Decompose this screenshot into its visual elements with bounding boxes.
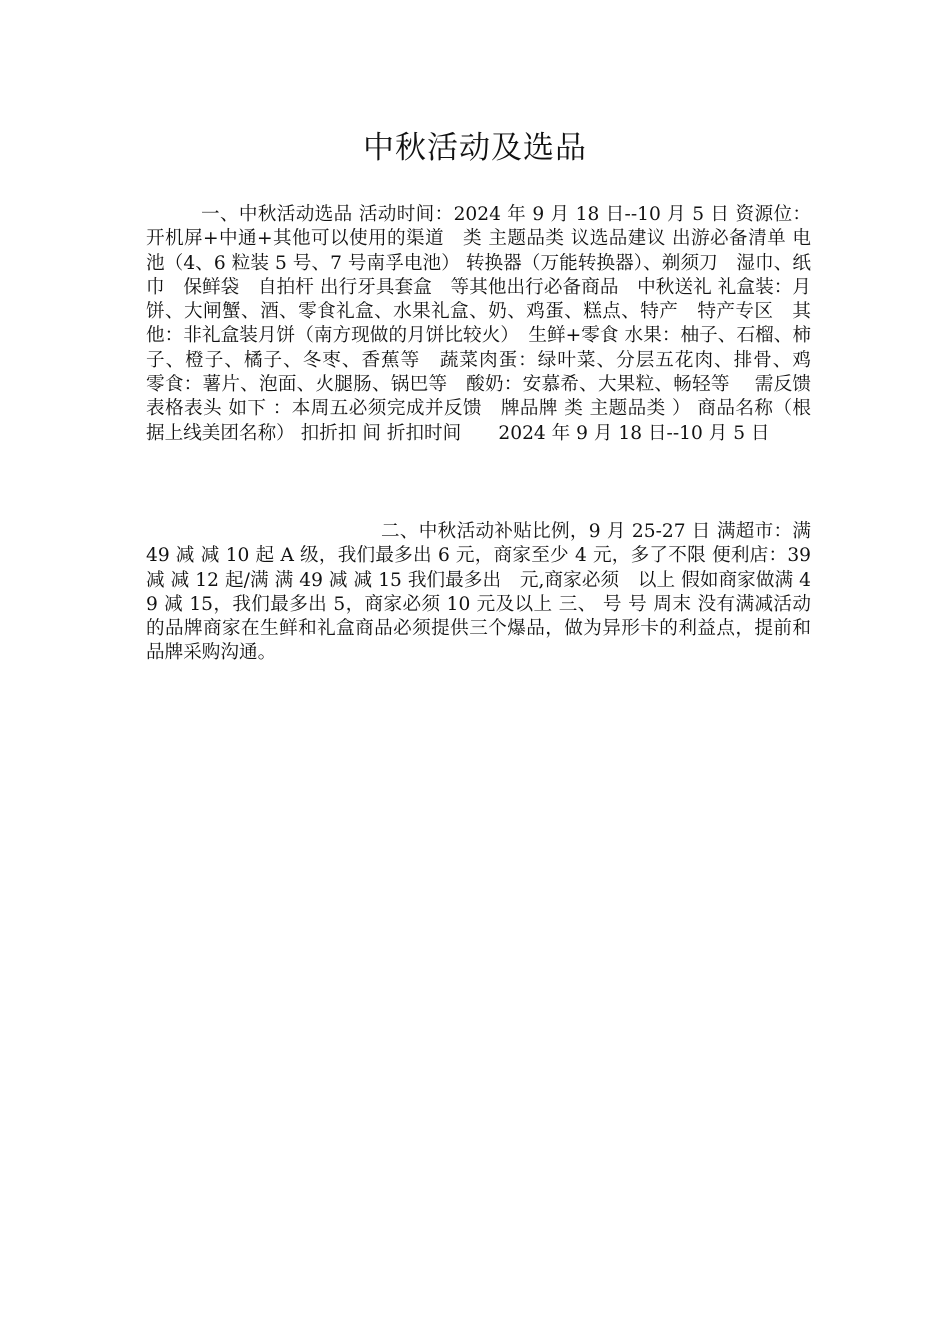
section-2-paragraph: 二、中秋活动补贴比例，9 月 25-27 日 满超市：满 49 减 减 10 起 A 级，我们最多出 6 元，商家至少 4 元，多了不限 便利店：39 减 减 12 起/满 满 49 减 减 15 我们最多出 元,商家必须 以上 假如商家做满 49 减 15，我们最多出 5，商家必须 10 元及以上 三、 号 号 周末 没有满减活动的品牌商家在生鲜和礼盒商品必须提供三个爆品，做为异形卡的利益点，提前和品牌采购沟通。: [146, 521, 811, 664]
section-1-paragraph: 一、中秋活动选品 活动时间：2024 年 9 月 18 日--10 月 5 日 资源位：开机屏+中通+其他可以使用的渠道 类 主题品类 议选品建议 出游必备清单 电池（4、6 粒装 5 号、7 号南孚电池） 转换器（万能转换器）、剃须刀 湿巾、纸巾 保鲜袋 自拍杆 出行牙具套盒 等其他出行必备商品 中秋送礼 礼盒装：月饼、大闸蟹、酒、零食礼盒、水果礼盒、奶、鸡蛋、糕点、特产 特产专区 其他：非礼盒装月饼（南方现做的月饼比较火） 生鲜+零食 水果：柚子、石榴、柿子、橙子、橘子、冬枣、香蕉等 蔬菜肉蛋：绿叶菜、分层五花肉、排骨、鸡 零食：薯片、泡面、火腿肠、锅巴等 酸奶：安慕希、大果粒、畅轻等 需反馈表格表头 如下 ：本周五必须完成并反馈 牌品牌 类 主题品类 ） 商品名称（根据上线美团名称） 扣折扣 间 折扣时间 2024 年 9 月 18 日--10 月 5 日: [146, 204, 830, 444]
document-title: 中秋活动及选品: [363, 130, 587, 166]
